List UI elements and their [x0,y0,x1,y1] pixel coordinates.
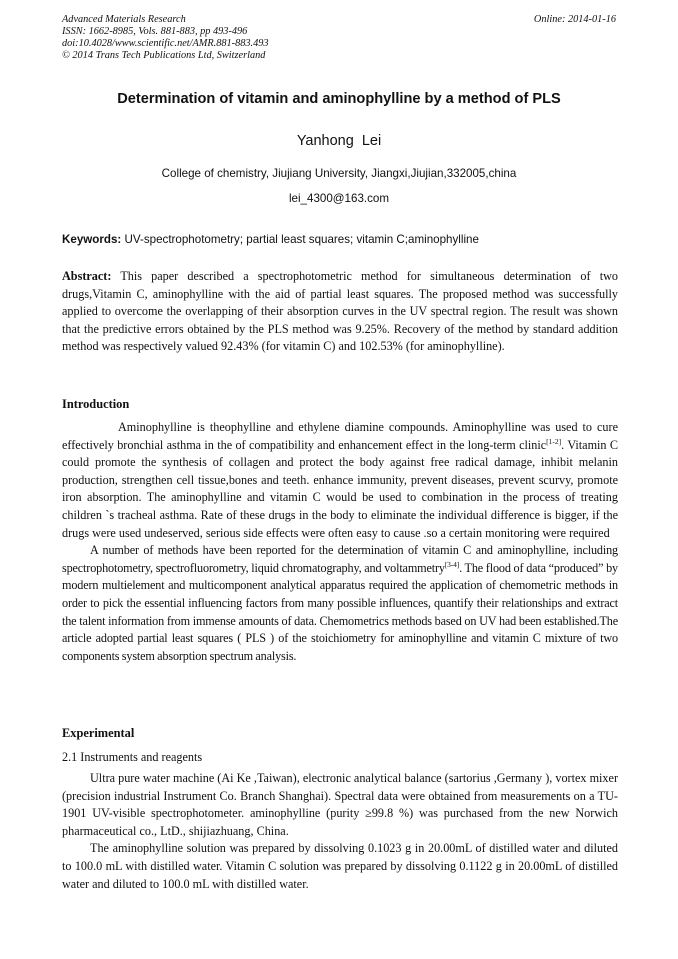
citation-3-4: [3-4] [444,559,460,569]
author-email: lei_4300@163.com [288,192,390,205]
experimental-body [62,770,618,893]
affiliation: College of chemistry, Jiujiang University, Jiangxi,Jiujian,332005,china [161,167,517,180]
author-name: Yanhong Lei [296,133,382,149]
keywords-text: UV-spectrophotometry; partial least squares; vitamin C;aminophylline [121,233,479,246]
solutions-paragraph: The aminophylline solution was prepared by dissolving 0.1023 g in 20.00mL of distilled water and diluted to 100.0 mL with distilled water. Vitamin C solution was prepared by dissolving 0.1122 g in 20.00mL of distilled water and diluted to 100.0 mL with distilled water. [62,841,618,891]
introduction-body [62,419,618,665]
keywords-label: Keywords: [62,233,122,246]
abstract-text: This paper described a spectrophotometric method for simultaneous determination of two drugs,Vitamin C, aminophylline with the aid of partial least squares. The proposed method was successfully applied to overcome the overlapping of their absorption curves in the UV spectral region. The result was shown that the predictive errors obtained by the PLS method was 9.25%. Recovery of the method by standard addition method was respectively valued 92.43% (for vitamin C) and 102.53% (for aminophylline). [62,269,618,354]
abstract [62,268,618,356]
issn-line: ISSN: 1662-8985, Vols. 881-883, pp 493-496 [62,26,248,37]
citation-1-2: [1-2] [546,436,562,446]
instruments-subheading: 2.1 Instruments and reagents [62,750,203,764]
experimental-heading: Experimental [62,726,135,740]
abstract-label: Abstract: [62,269,112,283]
instruments-paragraph: Ultra pure water machine (Ai Ke ,Taiwan), electronic analytical balance (sartorius ,Germany ), vortex mixer (precision industrial Instrument Co. Branch Shanghai). Spectral data were obtained from measurements on a TU-1901 UV-visible spectrophotometer. aminophylline (purity ≥99.8 %) was purchased from the new Norwich pharmaceutical co., LtD., shijiazhuang, China. [62,771,618,838]
introduction-heading: Introduction [62,397,130,411]
online-date: Online: 2014-01-16 [533,14,616,25]
keywords-line [62,233,618,246]
copyright-line: © 2014 Trans Tech Publications Ltd, Switzerland [62,50,266,61]
journal-header [62,14,269,62]
intro-p1-text-a: Aminophylline is theophylline and ethylene diamine compounds. Aminophylline was used to cure effectively bronchial asthma in the of compatibility and enhancement effect in the long-term clinic [62,420,618,452]
intro-p2-text-b: . The flood of data “produced” by modern multielement and multicomponent analytical apparatus required the application of chemometric methods in order to pick the essential influencing factors from many possible influences, quantify their relationships and extract the talent information from immense amounts of data. Chemometrics methods based on UV had been established.The article adopted partial least squares ( PLS ) of the stoichiometry for aminophylline and vitamin C mixture of two components system absorption spectrum analysis. [62,560,618,663]
journal-name: Advanced Materials Research [62,14,186,25]
doi-line: doi:10.4028/www.scientific.net/AMR.881-883.493 [62,38,269,49]
intro-paragraph-1 [62,419,618,542]
intro-paragraph-2 [62,542,618,665]
intro-p1-text-b: . Vitamin C could promote the synthesis of collagen and protect the body against free radical damage, inhibit melanin production, strengthen cell tissue,bones and teeth. enhance immunity, prevent diseases, prevent scurvy, promote iron absorption. The aminophylline and vitamin C would be used to combination in the process of treating children `s tracheal asthma. Rate of these drugs in the body to eliminate the individual difference is bigger, if the drugs were used undeserved, serious side effects were often easy to cause .so a certain monitoring were required [62,437,618,540]
intro-p2-text-a: A number of methods have been reported for the determination of vitamin C and aminophylline, including spectrophotometry, spectrofluorometry, liquid chromatography, and voltammetry [62,543,618,575]
paper-title: Determination of vitamin and aminophylline by a method of PLS [117,91,561,107]
